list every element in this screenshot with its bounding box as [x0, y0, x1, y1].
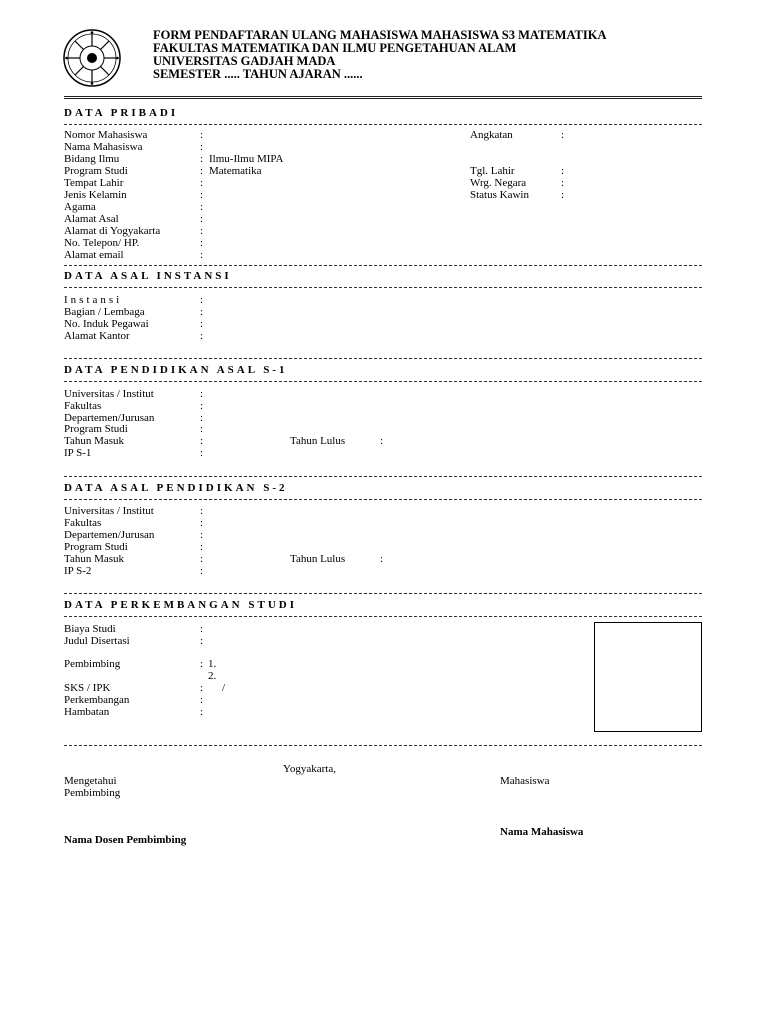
- field-label-prodi: Program Studi: [64, 541, 128, 553]
- colon: :: [200, 517, 204, 529]
- field-label-tahun-lulus: Tahun Lulus: [290, 435, 346, 447]
- ugm-seal-logo: [62, 28, 122, 88]
- colon: :: [200, 694, 204, 706]
- colon: :: [200, 294, 204, 306]
- field-label: Tempat Lahir: [64, 177, 124, 189]
- signature-mahasiswa: Mahasiswa: [500, 775, 550, 787]
- colon: :: [200, 306, 204, 318]
- field-label-perkembangan: Perkembangan: [64, 694, 130, 706]
- colon: :: [200, 189, 204, 201]
- colon: :: [200, 623, 204, 635]
- field-label-ip: IP S-1: [64, 447, 92, 459]
- colon: :: [200, 529, 204, 541]
- sks-separator: /: [222, 682, 226, 694]
- field-label-instansi: Instansi: [64, 294, 123, 306]
- form-title-line3: UNIVERSITAS GADJAH MADA: [153, 54, 336, 68]
- colon: :: [200, 682, 204, 694]
- field-label-universitas: Universitas / Institut: [64, 505, 154, 517]
- divider: [64, 616, 702, 617]
- field-label-tgl-lahir: Tgl. Lahir: [470, 165, 515, 177]
- divider: [64, 124, 702, 125]
- colon: :: [200, 249, 204, 261]
- colon: :: [200, 201, 204, 213]
- pembimbing-1: 1.: [208, 658, 217, 670]
- signature-pembimbing: Pembimbing: [64, 787, 121, 799]
- colon: :: [200, 400, 204, 412]
- field-label: Agama: [64, 201, 96, 213]
- colon: :: [200, 165, 204, 177]
- colon: :: [200, 129, 204, 141]
- field-label-fakultas: Fakultas: [64, 517, 102, 529]
- pembimbing-2: 2.: [208, 670, 217, 682]
- colon: :: [561, 165, 565, 177]
- field-label-sks: SKS / IPK: [64, 682, 111, 694]
- colon: :: [200, 412, 204, 424]
- signature-nama-mahasiswa: Nama Mahasiswa: [500, 826, 584, 838]
- colon: :: [561, 177, 565, 189]
- field-label-ip: IP S-2: [64, 565, 92, 577]
- field-label-biaya: Biaya Studi: [64, 623, 116, 635]
- field-value[interactable]: Matematika: [209, 165, 262, 177]
- field-label: Nomor Mahasiswa: [64, 129, 148, 141]
- field-label-tahun-masuk: Tahun Masuk: [64, 435, 125, 447]
- colon: :: [561, 129, 565, 141]
- signature-nama-dosen: Nama Dosen Pembimbing: [64, 834, 187, 846]
- field-label: No. Telepon/ HP.: [64, 237, 140, 249]
- colon: :: [200, 423, 204, 435]
- photo-box: [594, 622, 702, 732]
- field-label-pembimbing: Pembimbing: [64, 658, 121, 670]
- colon: :: [200, 658, 204, 670]
- colon: :: [200, 225, 204, 237]
- divider: [64, 287, 702, 288]
- field-value[interactable]: Ilmu-Ilmu MIPA: [209, 153, 284, 165]
- colon: :: [380, 435, 384, 447]
- field-label-judul: Judul Disertasi: [64, 635, 130, 647]
- colon: :: [200, 388, 204, 400]
- field-label-tahun-masuk: Tahun Masuk: [64, 553, 125, 565]
- colon: :: [200, 505, 204, 517]
- colon: :: [200, 141, 204, 153]
- divider: [64, 358, 702, 359]
- header-divider: [64, 96, 702, 99]
- field-label-angkatan: Angkatan: [470, 129, 513, 141]
- field-label: Alamat di Yogyakarta: [64, 225, 161, 237]
- field-label-departemen: Departemen/Jurusan: [64, 412, 155, 424]
- form-title-line1: FORM PENDAFTARAN ULANG MAHASISWA MAHASISWA S3 MATEMATIKA: [153, 28, 607, 42]
- colon: :: [200, 706, 204, 718]
- field-label-prodi: Program Studi: [64, 423, 128, 435]
- colon: :: [200, 447, 204, 459]
- divider: [64, 381, 702, 382]
- field-label-departemen: Departemen/Jurusan: [64, 529, 155, 541]
- colon: :: [200, 553, 204, 565]
- colon: :: [380, 553, 384, 565]
- field-label-universitas: Universitas / Institut: [64, 388, 154, 400]
- field-label-tahun-lulus: Tahun Lulus: [290, 553, 346, 565]
- colon: :: [561, 189, 565, 201]
- divider: [64, 745, 702, 746]
- field-label-alamat-kantor: Alamat Kantor: [64, 330, 130, 342]
- colon: :: [200, 541, 204, 553]
- section-title-s1: DATA PENDIDIKAN ASAL S-1: [64, 364, 288, 376]
- field-label: Program Studi: [64, 165, 128, 177]
- field-label-fakultas: Fakultas: [64, 400, 102, 412]
- field-label-bagian: Bagian / Lembaga: [64, 306, 145, 318]
- section-title-s2: DATA ASAL PENDIDIKAN S-2: [64, 482, 288, 494]
- divider: [64, 476, 702, 477]
- colon: :: [200, 330, 204, 342]
- signature-mengetahui: Mengetahui: [64, 775, 117, 787]
- field-label-induk-pegawai: No. Induk Pegawai: [64, 318, 149, 330]
- field-label: Nama Mahasiswa: [64, 141, 143, 153]
- field-label-hambatan: Hambatan: [64, 706, 110, 718]
- colon: :: [200, 213, 204, 225]
- colon: :: [200, 635, 204, 647]
- colon: :: [200, 153, 204, 165]
- form-title-line2: FAKULTAS MATEMATIKA DAN ILMU PENGETAHUAN ALAM: [153, 41, 517, 55]
- field-label: Bidang Ilmu: [64, 153, 120, 165]
- colon: :: [200, 177, 204, 189]
- field-label: Alamat Asal: [64, 213, 119, 225]
- colon: :: [200, 565, 204, 577]
- field-label: Alamat email: [64, 249, 124, 261]
- field-label: Jenis Kelamin: [64, 189, 127, 201]
- section-title-pribadi: DATA PRIBADI: [64, 107, 179, 119]
- field-label-wrg-negara: Wrg. Negara: [470, 177, 527, 189]
- divider: [64, 265, 702, 266]
- divider: [64, 593, 702, 594]
- form-title-line4: SEMESTER ..... TAHUN AJARAN ......: [153, 67, 363, 81]
- colon: :: [200, 318, 204, 330]
- field-label-status-kawin: Status Kawin: [470, 189, 529, 201]
- colon: :: [200, 237, 204, 249]
- signature-city: Yogyakarta,: [283, 763, 336, 775]
- section-title-studi: DATA PERKEMBANGAN STUDI: [64, 599, 297, 611]
- colon: :: [200, 435, 204, 447]
- section-title-instansi: DATA ASAL INSTANSI: [64, 270, 232, 282]
- divider: [64, 499, 702, 500]
